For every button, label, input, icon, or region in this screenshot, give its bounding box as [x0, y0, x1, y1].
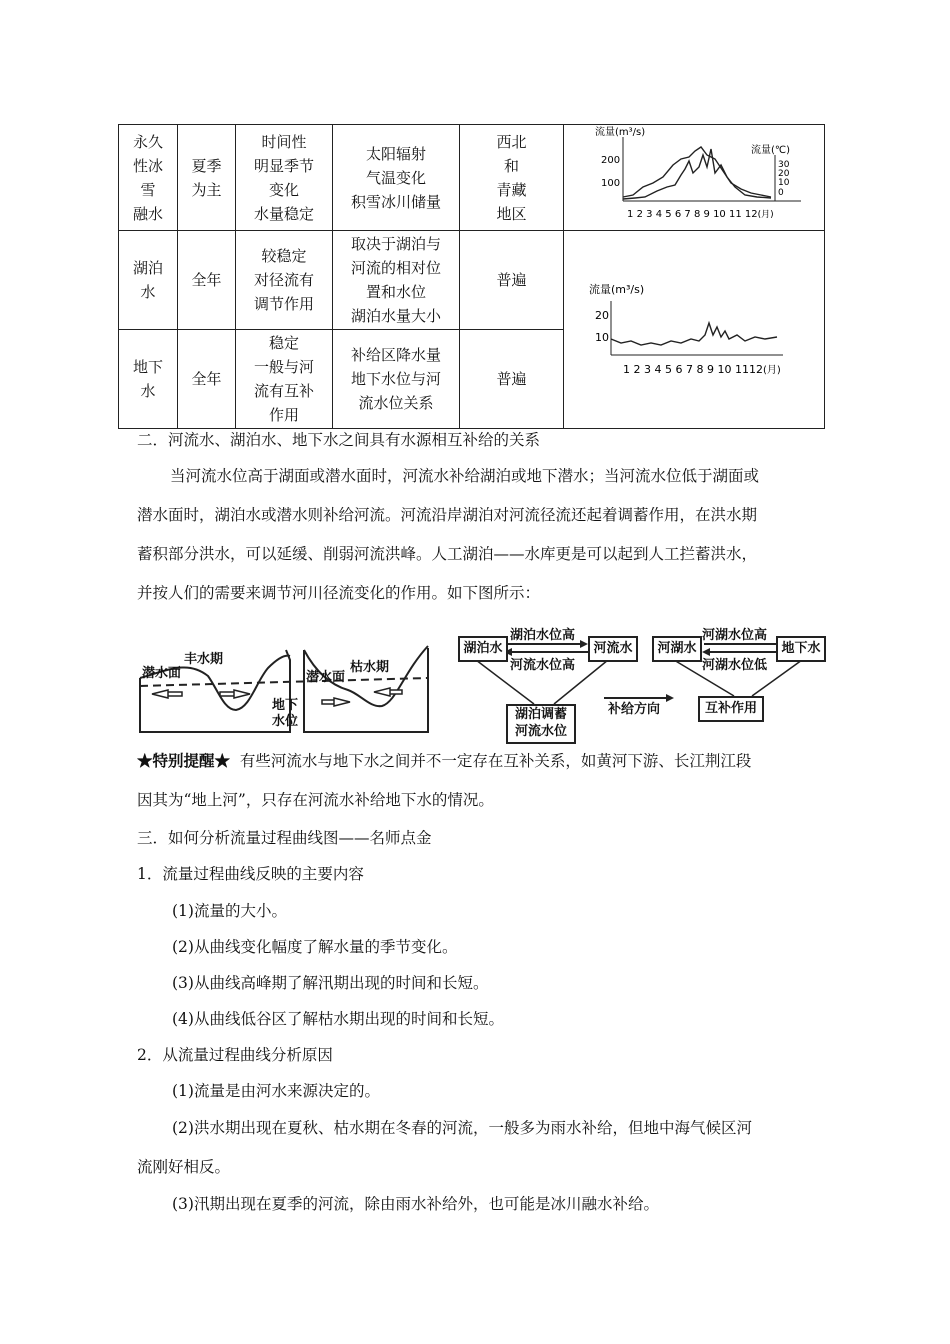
cell-region — [460, 330, 564, 429]
list-item: (2)从曲线变化幅度了解水量的季节变化。 — [172, 938, 458, 956]
cell-text: 作用 — [268, 406, 299, 424]
temperature-curve — [623, 147, 771, 197]
lake-runoff-curve — [611, 323, 777, 345]
x-tick-labels: 1 2 3 4 5 6 7 8 9 10 1112(月) — [623, 363, 781, 376]
cell-text: 稳定 — [268, 334, 299, 352]
subsection-heading: 2．从流量过程曲线分析原因 — [137, 1046, 333, 1064]
cell-season — [178, 330, 236, 429]
lake-high-label: 湖泊水位高 — [510, 628, 576, 643]
cell-text: 置和水位 — [365, 283, 426, 301]
chart-y-label: 流量(m³/s) — [589, 283, 645, 296]
cell-text: 湖泊水量大小 — [350, 307, 441, 325]
cell-text: 夏季 — [191, 156, 222, 175]
cell-text: 和 — [503, 156, 519, 175]
cell-factor — [333, 231, 460, 330]
y-tick-label: 20 — [595, 309, 609, 322]
tip-line — [137, 749, 751, 771]
cell-text: 较稳定 — [261, 247, 307, 265]
y2-tick-label: 10 — [778, 178, 790, 188]
cell-text: 地下水位与河 — [350, 370, 441, 388]
wet-season-label: 丰水期 — [184, 652, 224, 667]
cell-text: 为主 — [191, 180, 222, 199]
y-tick-label: 10 — [595, 331, 609, 344]
cell-text: 时间性 — [261, 132, 307, 151]
phreatic-label: 潜水面 — [142, 666, 182, 681]
cell-feature — [236, 231, 333, 330]
gw-level-label: 地下 — [272, 698, 299, 713]
river-water-box: 河流水 — [588, 636, 638, 662]
tip-text: 因其为“地上河”，只存在河流水补给地下水的情况。 — [137, 791, 494, 809]
cell-text: 变化 — [268, 180, 299, 199]
arrow-right-icon — [322, 698, 350, 706]
cell-text: 补给区降水量 — [350, 346, 441, 364]
cell-text: 水 — [140, 283, 156, 301]
y2-tick-label: 30 — [778, 160, 790, 170]
rl-high-label: 河湖水位高 — [702, 628, 768, 643]
cell-text: 积雪冰川储量 — [350, 192, 441, 211]
x-tick-labels: 1 2 3 4 5 6 7 8 9 10 11 12(月) — [627, 209, 774, 220]
box-text: 河流水位 — [514, 724, 567, 739]
tip-title: ★特别提醒★ — [137, 751, 231, 770]
phreatic-label: 潜水面 — [306, 670, 346, 685]
water-source-table — [118, 124, 825, 429]
y-tick-label: 100 — [601, 178, 621, 189]
lake-flow-chart — [565, 231, 823, 421]
cell-text: 水 — [140, 382, 156, 400]
cell-region — [460, 231, 564, 330]
cell-factor — [333, 125, 460, 231]
cell-text: 一般与河 — [253, 358, 314, 376]
y2-tick-label: 20 — [778, 169, 790, 179]
arrow-head-icon — [666, 694, 674, 702]
cell-text: 融水 — [132, 204, 163, 223]
paragraph-line: 当河流水位高于湖面或潜水面时，河流水补给湖泊或地下潜水；当河流水位低于湖面或 — [170, 467, 760, 485]
glacier-flow-chart — [565, 125, 823, 223]
dry-season-label: 枯水期 — [350, 660, 390, 675]
paragraph-line: 并按人们的需要来调节河川径流变化的作用。如下图所示： — [137, 584, 541, 602]
cell-text: 雪 — [140, 180, 156, 199]
cell-factor — [333, 330, 460, 429]
direction-label: 补给方向 — [608, 702, 661, 717]
cell-text: 地区 — [496, 204, 527, 223]
subsection-heading: 1．流量过程曲线反映的主要内容 — [137, 865, 364, 883]
cell-text: 明显季节 — [253, 156, 314, 175]
cell-text: 全年 — [191, 271, 222, 289]
list-item: (1)流量的大小。 — [172, 902, 287, 920]
cell-text: 青藏 — [496, 180, 527, 199]
list-item: (3)汛期出现在夏季的河流，除由雨水补给外，也可能是冰川融水补给。 — [172, 1195, 659, 1213]
arrow-left-icon — [152, 690, 182, 698]
cell-text: 全年 — [191, 370, 222, 388]
river-high-label: 河流水位高 — [510, 658, 576, 673]
chart-y-label: 流量(m³/s) — [595, 127, 646, 138]
arrow-head-icon — [580, 640, 588, 648]
lake-chart-cell — [564, 231, 825, 429]
cell-season — [178, 125, 236, 231]
paragraph-line: 潜水面时，湖泊水或潜水则补给河流。河流沿岸湖泊对河流径流还起着调蓄作用，在洪水期 — [137, 506, 758, 524]
lake-regulation-box — [506, 704, 576, 744]
cell-text: 水量稳定 — [253, 204, 314, 223]
cell-text: 永久 — [132, 132, 163, 151]
cell-type — [119, 330, 178, 429]
list-item: (1)流量是由河水来源决定的。 — [172, 1082, 380, 1100]
cell-text: 西北 — [496, 132, 527, 151]
section3-heading: 三．如何分析流量过程曲线图——名师点金 — [137, 829, 432, 847]
cell-text: 取决于湖泊与 — [350, 235, 441, 253]
chart-y2-label: 流量(℃) — [751, 145, 791, 156]
cell-feature — [236, 330, 333, 429]
cell-text: 普遍 — [496, 271, 527, 289]
tip-text: 有些河流水与地下水之间并不一定存在互补关系，如黄河下游、长江荆江段 — [239, 752, 752, 770]
box-text: 湖泊调蓄 — [514, 707, 567, 722]
paragraph-line: 蓄积部分洪水，可以延缓、削弱河流洪峰。人工湖泊——水库更是可以起到人工拦蓄洪水， — [137, 545, 758, 563]
water-table-line — [140, 678, 428, 686]
list-item: (2)洪水期出现在夏秋、枯水期在冬春的河流，一般多为雨水补给，但地中海气候区河 — [172, 1119, 752, 1137]
mutual-box: 互补作用 — [698, 696, 764, 722]
cell-text: 河流的相对位 — [350, 259, 441, 277]
cell-type — [119, 231, 178, 330]
cell-text: 对径流有 — [253, 271, 314, 289]
glacier-chart-cell — [564, 125, 825, 231]
gw-level-label: 水位 — [272, 714, 299, 729]
groundwater-box: 地下水 — [776, 636, 826, 662]
list-item: 流刚好相反。 — [137, 1158, 231, 1176]
cell-feature — [236, 125, 333, 231]
rl-low-label: 河湖水位低 — [702, 658, 768, 673]
cell-type — [119, 125, 178, 231]
arrow-right-icon — [220, 690, 250, 698]
list-item: (3)从曲线高峰期了解汛期出现的时间和长短。 — [172, 974, 489, 992]
cell-text: 湖泊 — [132, 259, 163, 277]
y2-tick-label: 0 — [778, 188, 784, 198]
cell-text: 流水位关系 — [358, 394, 434, 412]
cell-text: 调节作用 — [253, 295, 314, 313]
cell-region — [460, 125, 564, 231]
cell-season — [178, 231, 236, 330]
cell-text: 气温变化 — [365, 168, 426, 187]
river-lake-box: 河湖水 — [652, 636, 702, 662]
cell-text: 性冰 — [132, 156, 163, 175]
cell-text: 流有互补 — [253, 382, 314, 400]
y-tick-label: 200 — [601, 155, 621, 166]
cell-text: 太阳辐射 — [365, 144, 426, 163]
section2-heading: 二．河流水、湖泊水、地下水之间具有水源相互补给的关系 — [137, 431, 541, 449]
lake-water-box: 湖泊水 — [458, 636, 508, 662]
cell-text: 普遍 — [496, 370, 527, 388]
cell-text: 地下 — [132, 358, 163, 376]
list-item: (4)从曲线低谷区了解枯水期出现的时间和长短。 — [172, 1010, 504, 1028]
